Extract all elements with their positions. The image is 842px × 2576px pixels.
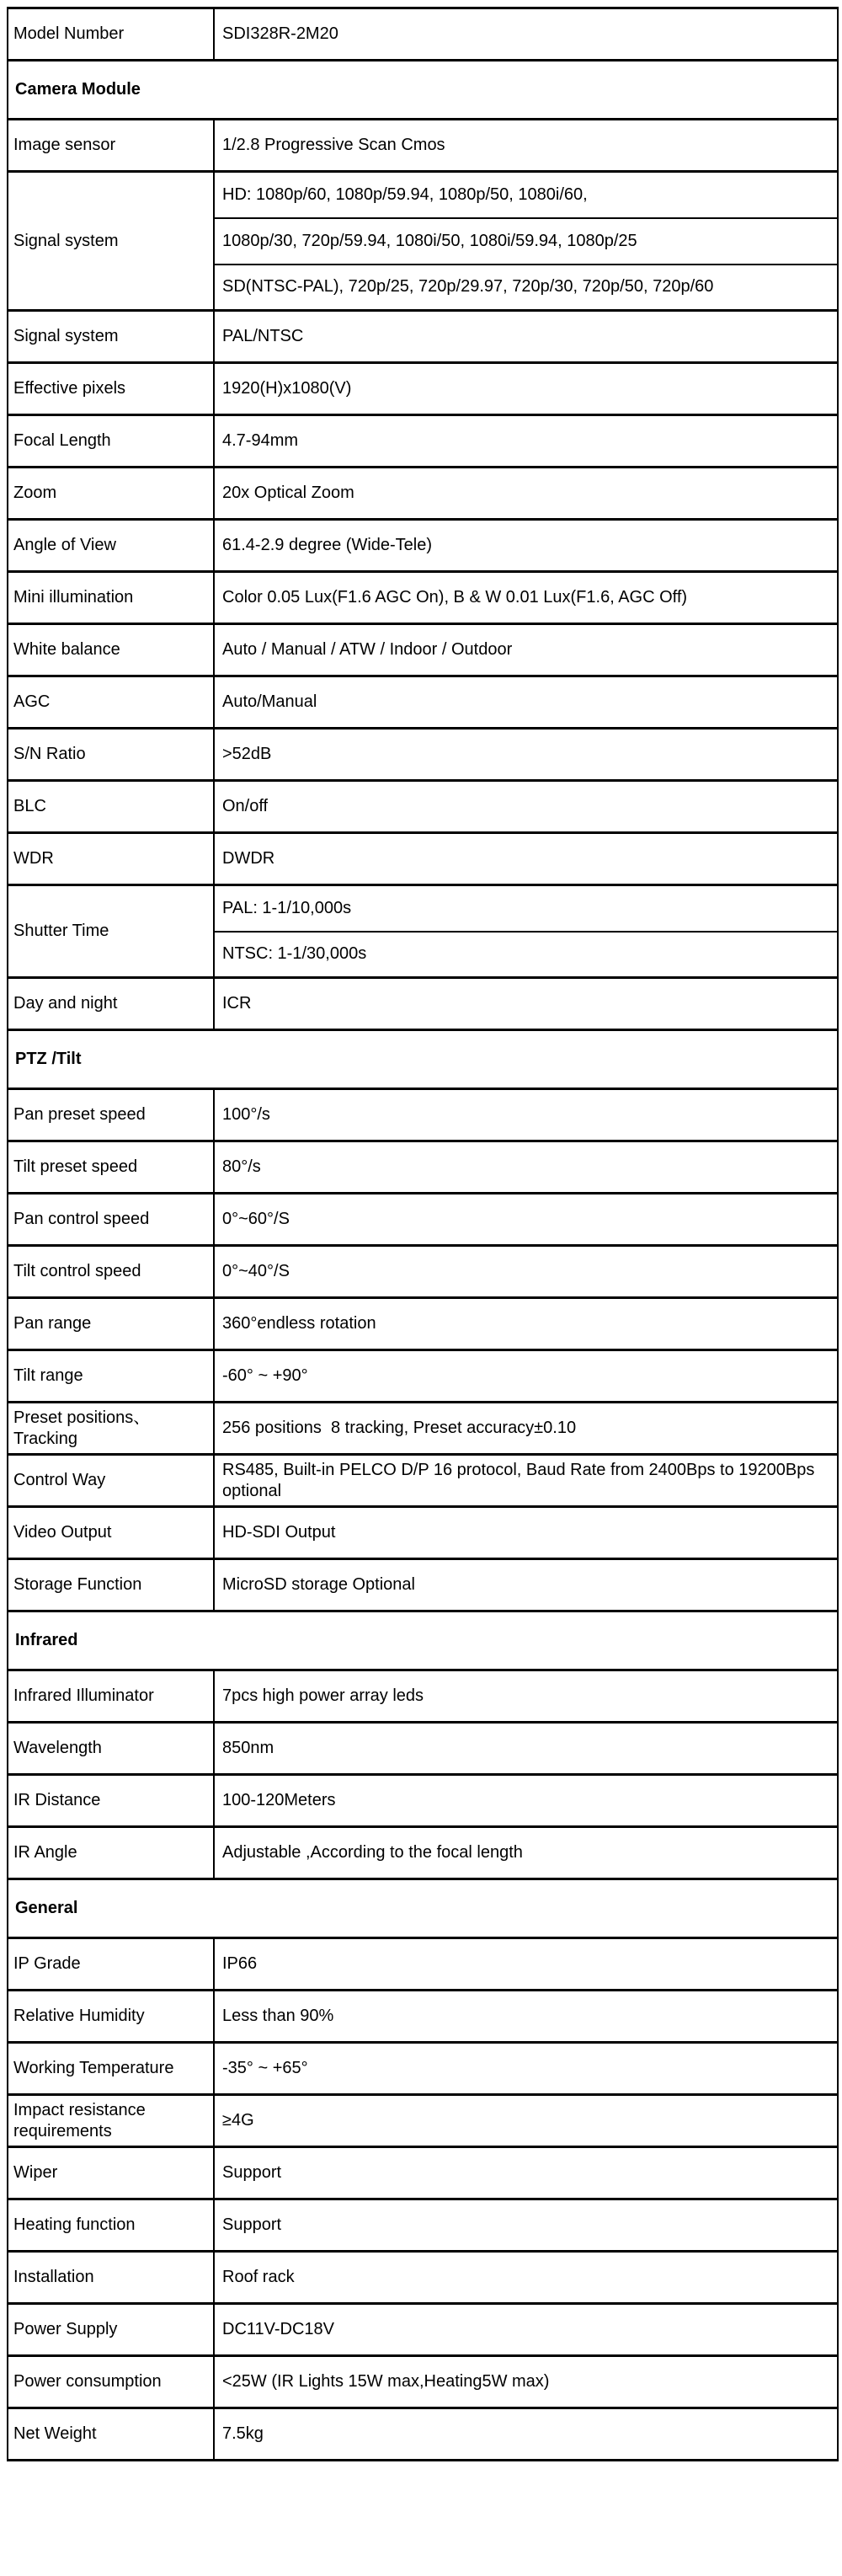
section-row	[8, 61, 838, 120]
row-value: Less than 90%	[214, 1991, 838, 2043]
table-row	[8, 676, 838, 729]
table-row	[8, 624, 838, 676]
row-label: Relative Humidity	[8, 1991, 214, 2043]
row-label: White balance	[8, 624, 214, 676]
row-label: AGC	[8, 676, 214, 729]
row-value: 80°/s	[214, 1141, 838, 1194]
row-label: Focal Length	[8, 415, 214, 468]
table-row	[8, 978, 838, 1030]
table-row	[8, 1670, 838, 1723]
table-row	[8, 1507, 838, 1559]
row-label: Tilt range	[8, 1350, 214, 1403]
row-value: 20x Optical Zoom	[214, 468, 838, 520]
section-row	[8, 1030, 838, 1089]
row-label: Zoom	[8, 468, 214, 520]
row-label: Control Way	[8, 1455, 214, 1507]
row-label: Model Number	[8, 8, 214, 61]
table-row	[8, 120, 838, 172]
table-row	[8, 1141, 838, 1194]
section-title: Camera Module	[8, 61, 838, 120]
row-value: Support	[214, 2199, 838, 2252]
row-label: Signal system	[8, 172, 214, 311]
table-row	[8, 781, 838, 833]
row-value: 256 positions 8 tracking, Preset accuracy±0.10	[214, 1403, 838, 1455]
row-value: 7.5kg	[214, 2408, 838, 2461]
row-value: 7pcs high power array leds	[214, 1670, 838, 1723]
table-row	[8, 1403, 838, 1455]
row-value: NTSC: 1-1/30,000s	[214, 932, 838, 978]
row-label: Working Temperature	[8, 2043, 214, 2095]
row-label: Heating function	[8, 2199, 214, 2252]
section-row	[8, 1611, 838, 1670]
row-value: DC11V-DC18V	[214, 2304, 838, 2356]
row-value: -35° ~ +65°	[214, 2043, 838, 2095]
table-row	[8, 1827, 838, 1879]
table-row	[8, 8, 838, 61]
row-value: HD: 1080p/60, 1080p/59.94, 1080p/50, 1080i/60,	[214, 172, 838, 218]
row-label: Installation	[8, 2252, 214, 2304]
table-row	[8, 520, 838, 572]
row-value: 61.4-2.9 degree (Wide-Tele)	[214, 520, 838, 572]
table-row	[8, 833, 838, 885]
row-value: On/off	[214, 781, 838, 833]
row-label: Video Output	[8, 1507, 214, 1559]
table-row	[8, 885, 838, 932]
table-row	[8, 1194, 838, 1246]
row-value: HD-SDI Output	[214, 1507, 838, 1559]
row-label: Angle of View	[8, 520, 214, 572]
row-value: Auto/Manual	[214, 676, 838, 729]
row-value: ≥4G	[214, 2095, 838, 2147]
row-value: 360°endless rotation	[214, 1298, 838, 1350]
table-row	[8, 172, 838, 218]
table-row	[8, 2408, 838, 2461]
table-row	[8, 415, 838, 468]
row-label: Power Supply	[8, 2304, 214, 2356]
row-label: IR Angle	[8, 1827, 214, 1879]
table-row	[8, 2304, 838, 2356]
row-value: >52dB	[214, 729, 838, 781]
row-value: Auto / Manual / ATW / Indoor / Outdoor	[214, 624, 838, 676]
table-row	[8, 1775, 838, 1827]
row-value: PAL/NTSC	[214, 311, 838, 363]
section-row	[8, 1879, 838, 1938]
spec-table	[7, 7, 839, 2461]
row-label: Image sensor	[8, 120, 214, 172]
row-value: 1/2.8 Progressive Scan Cmos	[214, 120, 838, 172]
table-row	[8, 1938, 838, 1991]
row-value: Roof rack	[214, 2252, 838, 2304]
row-value: 1080p/30, 720p/59.94, 1080i/50, 1080i/59.94, 1080p/25	[214, 218, 838, 265]
row-value: 4.7-94mm	[214, 415, 838, 468]
row-label: Effective pixels	[8, 363, 214, 415]
row-value: IP66	[214, 1938, 838, 1991]
row-value: Support	[214, 2147, 838, 2199]
row-label: Preset positions、Tracking	[8, 1403, 214, 1455]
row-value: 0°~60°/S	[214, 1194, 838, 1246]
row-value: -60° ~ +90°	[214, 1350, 838, 1403]
row-label: S/N Ratio	[8, 729, 214, 781]
table-row	[8, 2356, 838, 2408]
row-label: IP Grade	[8, 1938, 214, 1991]
table-row	[8, 2199, 838, 2252]
row-label: Net Weight	[8, 2408, 214, 2461]
row-value: 0°~40°/S	[214, 1246, 838, 1298]
row-label: Storage Function	[8, 1559, 214, 1611]
section-title: PTZ /Tilt	[8, 1030, 838, 1089]
spec-table-body	[8, 8, 838, 2461]
row-value: SD(NTSC-PAL), 720p/25, 720p/29.97, 720p/30, 720p/50, 720p/60	[214, 265, 838, 311]
table-row	[8, 2252, 838, 2304]
row-label: BLC	[8, 781, 214, 833]
table-row	[8, 2147, 838, 2199]
row-value: 1920(H)x1080(V)	[214, 363, 838, 415]
table-row	[8, 1991, 838, 2043]
row-label: Wavelength	[8, 1723, 214, 1775]
row-value: DWDR	[214, 833, 838, 885]
row-value: Adjustable ,According to the focal length	[214, 1827, 838, 1879]
row-value: MicroSD storage Optional	[214, 1559, 838, 1611]
table-row	[8, 1559, 838, 1611]
row-label: Pan preset speed	[8, 1089, 214, 1141]
row-value: ICR	[214, 978, 838, 1030]
row-value: <25W (IR Lights 15W max,Heating5W max)	[214, 2356, 838, 2408]
row-value: 100-120Meters	[214, 1775, 838, 1827]
section-title: General	[8, 1879, 838, 1938]
row-label: Wiper	[8, 2147, 214, 2199]
row-label: WDR	[8, 833, 214, 885]
table-row	[8, 1723, 838, 1775]
row-label: Signal system	[8, 311, 214, 363]
row-label: Day and night	[8, 978, 214, 1030]
table-row	[8, 729, 838, 781]
row-label: Shutter Time	[8, 885, 214, 978]
table-row	[8, 468, 838, 520]
table-row	[8, 1089, 838, 1141]
table-row	[8, 1298, 838, 1350]
table-row	[8, 1455, 838, 1507]
row-value: RS485, Built-in PELCO D/P 16 protocol, Baud Rate from 2400Bps to 19200Bps optional	[214, 1455, 838, 1507]
row-label: Tilt control speed	[8, 1246, 214, 1298]
table-row	[8, 1350, 838, 1403]
row-label: Tilt preset speed	[8, 1141, 214, 1194]
row-label: Mini illumination	[8, 572, 214, 624]
row-label: IR Distance	[8, 1775, 214, 1827]
row-value: 850nm	[214, 1723, 838, 1775]
section-title: Infrared	[8, 1611, 838, 1670]
row-label: Impact resistance requirements	[8, 2095, 214, 2147]
table-row	[8, 1246, 838, 1298]
table-row	[8, 572, 838, 624]
row-value: SDI328R-2M20	[214, 8, 838, 61]
row-value: Color 0.05 Lux(F1.6 AGC On), B & W 0.01 Lux(F1.6, AGC Off)	[214, 572, 838, 624]
table-row	[8, 2043, 838, 2095]
row-value: 100°/s	[214, 1089, 838, 1141]
row-value: PAL: 1-1/10,000s	[214, 885, 838, 932]
row-label: Pan range	[8, 1298, 214, 1350]
row-label: Power consumption	[8, 2356, 214, 2408]
row-label: Pan control speed	[8, 1194, 214, 1246]
spec-sheet-page	[7, 7, 839, 2461]
table-row	[8, 2095, 838, 2147]
table-row	[8, 311, 838, 363]
table-row	[8, 363, 838, 415]
row-label: Infrared Illuminator	[8, 1670, 214, 1723]
